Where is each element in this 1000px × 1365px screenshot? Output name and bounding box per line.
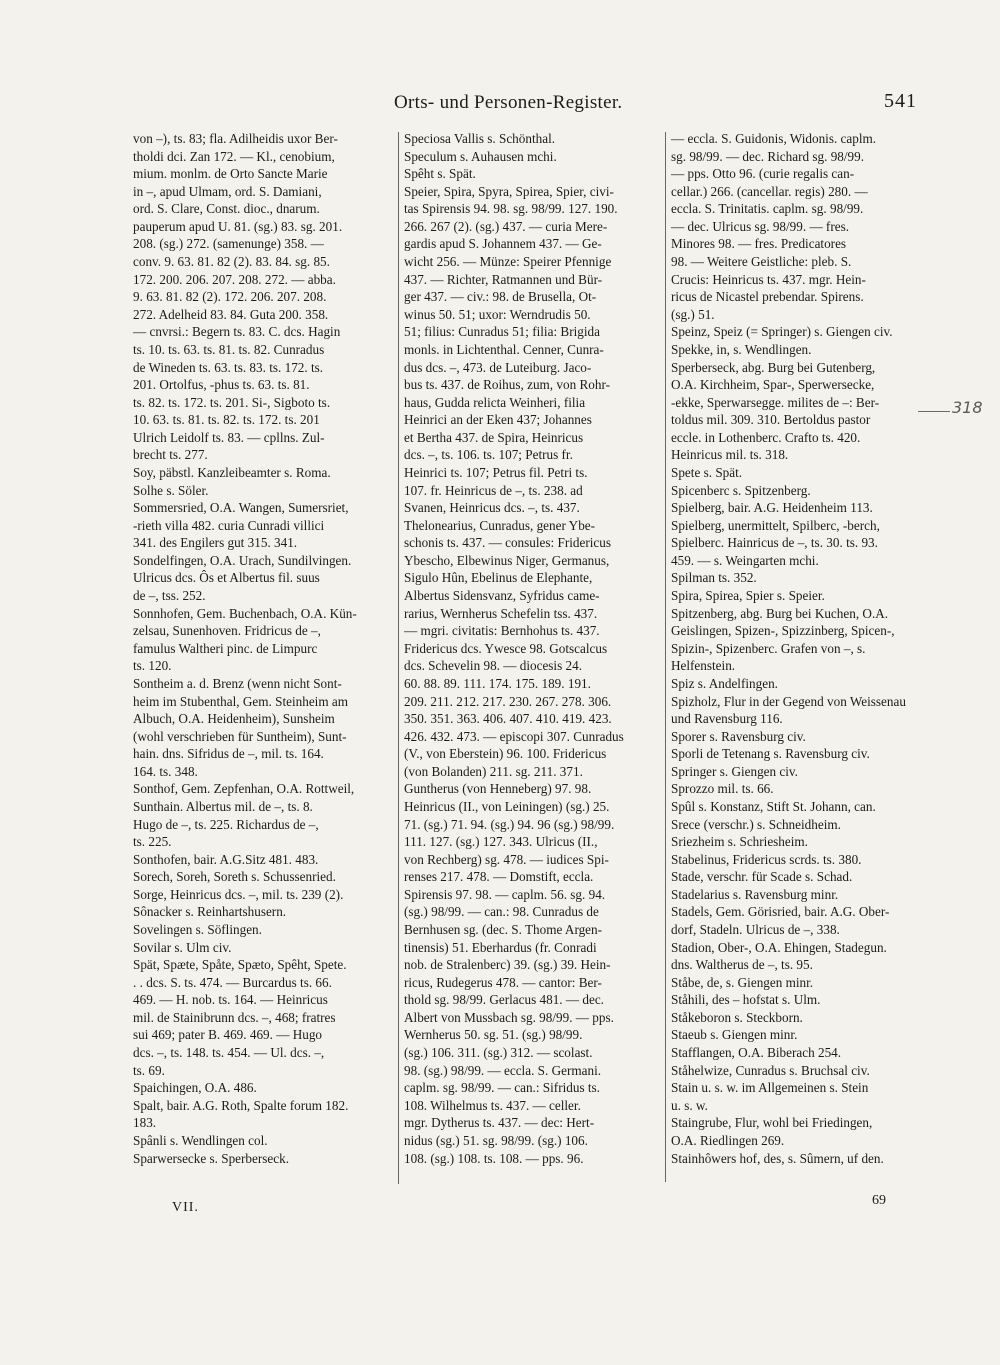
register-line: tholdi dci. Zan 172. — Kl., cenobium, [133,148,335,164]
register-line: Speinz, Speiz (= Springer) s. Giengen civ. [671,324,893,340]
register-line: Ulrich Leidolf ts. 83. — cpllns. Zul- [133,429,325,445]
register-line: O.A. Riedlingen 269. [671,1132,785,1148]
register-line: Svanen, Heinricus dcs. –, ts. 437. [404,500,580,516]
register-line: Sonthofen, bair. A.G.Sitz 481. 483. [133,851,319,867]
register-line: thold sg. 98/99. Gerlacus 481. — dec. [404,992,604,1008]
register-line: 10. 63. ts. 81. ts. 82. ts. 172. ts. 201 [133,412,320,428]
register-line: Sperberseck, abg. Burg bei Gutenberg, [671,359,876,375]
register-line: Sriezheim s. Schriesheim. [671,834,808,850]
register-line: — eccla. S. Guidonis, Widonis. caplm. [671,131,877,146]
register-line: Ståbe, de, s. Giengen minr. [671,974,814,990]
register-line: 208. (sg.) 272. (samenunge) 358. — [133,236,324,252]
register-line: — pps. Otto 96. (curie regalis can- [671,166,855,182]
register-line: ts. 120. [133,658,172,674]
register-line: famulus Waltheri pinc. de Limpurc [133,640,318,656]
register-line: gardis apud S. Johannem 437. — Ge- [404,236,602,252]
register-line: brecht ts. 277. [133,447,208,463]
register-line: Minores 98. — fres. Predicatores [671,236,847,252]
register-line: monls. in Lichtenthal. Cenner, Cunra- [404,341,604,357]
register-line: Sunthain. Albertus mil. de –, ts. 8. [133,798,313,814]
register-line: eccla. S. Trinitatis. caplm. sg. 98/99. [671,201,864,217]
column-middle [404,130,662,1167]
register-line: Spûl s. Konstanz, Stift St. Johann, can. [671,798,876,814]
register-line: 107. fr. Heinricus de –, ts. 238. ad [404,482,583,498]
register-line: Ståhili, des – hofstat s. Ulm. [671,992,821,1008]
register-line: dns. Waltherus de –, ts. 95. [671,957,813,973]
sheet-number: 69 [872,1193,886,1208]
register-line: Heinricus (II., von Leiningen) (sg.) 25. [404,798,610,814]
page-header-title: Orts- und Personen-Register. [394,92,623,113]
register-line: Sonnhofen, Gem. Buchenbach, O.A. Kün- [133,605,357,621]
register-line: Sovelingen s. Söflingen. [133,922,262,938]
register-line: 164. ts. 348. [133,763,198,779]
register-line: Spizholz, Flur in der Gegend von Weissenau [671,693,906,709]
register-line: sui 469; pater B. 469. 469. — Hugo [133,1027,323,1043]
register-line: Hugo de –, ts. 225. Richardus de –, [133,816,319,832]
register-line: Sigulo Hûn, Ebelinus de Elephante, [404,570,593,586]
register-line: Spitzenberg, abg. Burg bei Kuchen, O.A. [671,605,889,621]
register-line: . . dcs. S. ts. 474. — Burcardus ts. 66. [133,974,332,990]
register-line: rarius, Wernherus Schefelin tss. 437. [404,605,598,621]
register-line: 350. 351. 363. 406. 407. 410. 419. 423. [404,711,612,727]
register-line: Stadels, Gem. Görisried, bair. A.G. Ober- [671,904,890,920]
register-line: de Wineden ts. 63. ts. 83. ts. 172. ts. [133,359,324,375]
signature-mark: VII. [172,1200,199,1215]
register-line: mium. monlm. de Orto Sancte Marie [133,166,328,182]
register-line: Sovilar s. Ulm civ. [133,939,232,955]
register-line: bus ts. 437. de Roihus, zum, von Rohr- [404,377,610,393]
register-line: Ståhelwize, Cunradus s. Bruchsal civ. [671,1062,870,1078]
page-number: 541 [884,90,917,112]
register-line: Stadelarius s. Ravensburg minr. [671,886,839,902]
register-line: Guntherus (von Henneberg) 97. 98. [404,781,592,797]
register-line: — dec. Ulricus sg. 98/99. — fres. [671,218,849,234]
register-line: Solhe s. Söler. [133,482,209,498]
margin-annotation: 318 [952,398,983,417]
register-line: Albuch, O.A. Heidenheim), Sunsheim [133,711,335,727]
register-line: Staingrube, Flur, wohl bei Friedingen, [671,1115,873,1131]
register-line: Spete s. Spät. [671,464,743,480]
register-line: conv. 9. 63. 81. 82 (2). 83. 84. sg. 85. [133,254,330,270]
register-line: Sorge, Heinricus dcs. –, mil. ts. 239 (2). [133,886,344,902]
register-line: Spiz s. Andelfingen. [671,675,778,691]
register-line: 172. 200. 206. 207. 208. 272. — abba. [133,271,336,287]
register-line: (von Bolanden) 211. sg. 211. 371. [404,763,583,779]
register-line: Spânli s. Wendlingen col. [133,1132,268,1148]
register-line: Stain u. s. w. im Allgemeinen s. Stein [671,1080,869,1096]
register-line: tinensis) 51. Eberhardus (fr. Conradi [404,939,597,955]
register-line: Stainhôwers hof, des, s. Sûmern, uf den. [671,1150,884,1166]
register-line: Spira, Spirea, Spier s. Speier. [671,588,825,604]
register-line: schonis ts. 437. — consules: Fridericus [404,535,611,551]
register-line: 266. 267 (2). (sg.) 437. — curia Mere- [404,218,608,234]
register-line: nob. de Stralenberc) 39. (sg.) 39. Hein- [404,957,611,973]
register-line: mil. de Stainibrunn dcs. –, 468; fratres [133,1009,336,1025]
register-line: Sônacker s. Reinhartshusern. [133,904,287,920]
register-line: Albertus Sidensvanz, Syfridus came- [404,588,600,604]
register-line: ricus de Nicastel prebendar. Spirens. [671,289,864,305]
column-right [671,130,933,1167]
register-line: tas Spirensis 94. 98. sg. 98/99. 127. 190. [404,201,618,217]
register-line: 437. — Richter, Ratmannen und Bür- [404,271,603,287]
register-line: Ulricus dcs. Ôs et Albertus fil. suus [133,570,320,586]
register-line: Spielberg, unermittelt, Spilberc, -berch, [671,517,880,533]
register-line: Springer s. Giengen civ. [671,763,798,779]
register-line: Ybescho, Elbewinus Niger, Germanus, [404,552,610,568]
column-rule-left [398,132,399,1184]
register-line: -ekke, Sperwarsegge. milites de –: Ber- [671,394,880,410]
register-line: Helfenstein. [671,658,736,674]
register-line: 341. des Engilers gut 315. 341. [133,535,298,551]
register-line: ts. 82. ts. 172. ts. 201. Si-, Sigboto ts. [133,394,331,410]
register-line: toldus mil. 309. 310. Bertoldus pastor [671,412,871,428]
register-line: (sg.) 98/99. — can.: 98. Cunradus de [404,904,599,920]
register-line: -rieth villa 482. curia Cunradi villici [133,517,325,533]
register-line: Stabelinus, Fridericus scrds. ts. 380. [671,851,862,867]
register-line: Spaichingen, O.A. 486. [133,1080,257,1096]
register-line: 183. [133,1115,157,1131]
register-line: ts. 10. ts. 63. ts. 81. ts. 82. Cunradus [133,341,325,357]
register-line: ts. 69. [133,1062,165,1078]
register-line: Spêht s. Spät. [404,166,476,182]
register-line: haus, Gudda relicta Weinheri, filia [404,394,586,410]
column-rule-right [665,132,666,1182]
register-line: Sontheim a. d. Brenz (wenn nicht Sont- [133,675,342,691]
register-line: Staeub s. Giengen minr. [671,1027,798,1043]
register-line: Spielberg, bair. A.G. Heidenheim 113. [671,500,873,516]
register-line: dcs. –, ts. 148. ts. 454. — Ul. dcs. –, [133,1045,325,1061]
register-line: cellar.) 266. (cancellar. regis) 280. — [671,183,868,199]
register-line: pauperum apud U. 81. (sg.) 83. sg. 201. [133,218,343,234]
register-line: Sporer s. Ravensburg civ. [671,728,806,744]
register-line: Soy, päbstl. Kanzleibeamter s. Roma. [133,464,331,480]
register-line: Spirensis 97. 98. — caplm. 56. sg. 94. [404,886,606,902]
register-line: Fridericus dcs. Ywesce 98. Gotscalcus [404,640,608,656]
register-line: Heinrici ts. 107; Petrus fil. Petri ts. [404,464,588,480]
register-line: dcs. –, ts. 106. ts. 107; Petrus fr. [404,447,573,463]
register-line: Ståkeboron s. Steckborn. [671,1009,803,1025]
register-line: et Bertha 437. de Spira, Heinricus [404,429,584,445]
register-line: und Ravensburg 116. [671,711,783,727]
register-line: 9. 63. 81. 82 (2). 172. 206. 207. 208. [133,289,327,305]
register-line: 60. 88. 89. 111. 174. 175. 189. 191. [404,675,591,691]
register-line: Heinrici an der Eken 437; Johannes [404,412,592,428]
register-line: renses 217. 478. — Domstift, eccla. [404,869,594,885]
register-line: Speculum s. Auhausen mchi. [404,148,557,164]
register-line: 111. 127. (sg.) 127. 343. Ulricus (II., [404,834,598,850]
register-line: ord. S. Clare, Const. dioc., dnarum. [133,201,320,217]
register-line: — mgri. civitatis: Bernhohus ts. 437. [404,623,600,639]
column-left [133,130,395,1167]
register-line: Sorech, Soreh, Soreth s. Schussenried. [133,869,336,885]
register-line: eccle. in Lothenberc. Crafto ts. 420. [671,429,861,445]
register-line: in –, apud Ulmam, ord. S. Damiani, [133,183,322,199]
register-line: ger 437. — civ.: 98. de Brusella, Ot- [404,289,597,305]
register-line: Spekke, in, s. Wendlingen. [671,341,812,357]
register-line: 201. Ortolfus, -phus ts. 63. ts. 81. [133,377,310,393]
register-line: Stade, verschr. für Scade s. Schad. [671,869,853,885]
register-line: zelsau, Sunenhoven. Fridricus de –, [133,623,321,639]
register-line: (sg.) 51. [671,306,715,322]
register-line: Albert von Mussbach sg. 98/99. — pps. [404,1009,614,1025]
register-line: Spicenberc s. Spitzenberg. [671,482,811,498]
register-line: (sg.) 106. 311. (sg.) 312. — scolast. [404,1045,593,1061]
register-line: 71. (sg.) 71. 94. (sg.) 94. 96 (sg.) 98/99. [404,816,615,832]
register-line: Speier, Spira, Spyra, Spirea, Spier, civi- [404,183,614,199]
register-line: dcs. Schevelin 98. — diocesis 24. [404,658,583,674]
margin-annotation-stroke [918,411,950,412]
register-line: nidus (sg.) 51. sg. 98/99. (sg.) 106. [404,1132,588,1148]
register-line: Spizin-, Spizenberc. Grafen von –, s. [671,640,866,656]
register-line: hain. dns. Sifridus de –, mil. ts. 164. [133,746,324,762]
register-line: Stadion, Ober-, O.A. Ehingen, Stadegun. [671,939,887,955]
register-line: 272. Adelheid 83. 84. Guta 200. 358. [133,306,329,322]
register-line: caplm. sg. 98/99. — can.: Sifridus ts. [404,1080,600,1096]
register-line: (V., von Eberstein) 96. 100. Fridericus [404,746,607,762]
register-line: Wernherus 50. sg. 51. (sg.) 98/99. [404,1027,583,1043]
register-line: von Rechberg) sg. 478. — iudices Spi- [404,851,609,867]
register-line: Spielberc. Hainricus de –, ts. 30. ts. 93. [671,535,878,551]
register-line: dus dcs. –, 473. de Luteiburg. Jaco- [404,359,592,375]
register-line: dorf, Stadeln. Ulricus de –, 338. [671,922,840,938]
register-line: 469. — H. nob. ts. 164. — Heinricus [133,992,328,1008]
register-line: O.A. Kirchheim, Spar-, Sperwersecke, [671,377,875,393]
register-line: Heinricus mil. ts. 318. [671,447,789,463]
register-line: Spilman ts. 352. [671,570,757,586]
register-line: von –), ts. 83; fla. Adilheidis uxor Ber- [133,131,338,146]
register-line: Thelonearius, Cunradus, gener Ybe- [404,517,596,533]
register-line: mgr. Dytherus ts. 437. — dec: Hert- [404,1115,595,1131]
register-line: Speciosa Vallis s. Schönthal. [404,131,556,146]
register-line: Crucis: Heinricus ts. 437. mgr. Hein- [671,271,866,287]
register-line: Geislingen, Spizen-, Spizzinberg, Spicen-, [671,623,895,639]
register-line: 98. (sg.) 98/99. — eccla. S. Germani. [404,1062,602,1078]
register-line: 98. — Weitere Geistliche: pleb. S. [671,254,852,270]
register-line: Srece (verschr.) s. Schneidheim. [671,816,841,832]
register-line: Spalt, bair. A.G. Roth, Spalte forum 182. [133,1097,349,1113]
register-line: 459. — s. Weingarten mchi. [671,552,819,568]
register-line: winus 50. 51; uxor: Werndrudis 50. [404,306,591,322]
register-line: ricus, Rudegerus 478. — cantor: Ber- [404,974,602,990]
register-line: 51; filius: Cunradus 51; filia: Brigida [404,324,600,340]
register-line: u. s. w. [671,1097,708,1113]
register-line: Sparwersecke s. Sperberseck. [133,1150,289,1166]
register-line: (wohl verschrieben für Suntheim), Sunt- [133,728,347,744]
register-line: Sonthof, Gem. Zepfenhan, O.A. Rottweil, [133,781,355,797]
register-line: — cnvrsi.: Begern ts. 83. C. dcs. Hagin [133,324,341,340]
register-line: Sporli de Tetenang s. Ravensburg civ. [671,746,870,762]
register-line: de –, tss. 252. [133,588,206,604]
register-line: Stafflangen, O.A. Biberach 254. [671,1045,842,1061]
register-line: Sprozzo mil. ts. 66. [671,781,774,797]
register-line: 108. (sg.) 108. ts. 108. — pps. 96. [404,1150,584,1166]
register-line: 108. Wilhelmus ts. 437. — celler. [404,1097,581,1113]
register-line: sg. 98/99. — dec. Richard sg. 98/99. [671,148,865,164]
register-line: 426. 432. 473. — episcopi 307. Cunradus [404,728,624,744]
register-line: 209. 211. 212. 217. 230. 267. 278. 306. [404,693,612,709]
register-line: Bernhusen sg. (dec. S. Thome Argen- [404,922,603,938]
register-line: Spät, Spæte, Spåte, Spæto, Spêht, Spete. [133,957,347,973]
register-line: wicht 256. — Münze: Speirer Pfennige [404,254,612,270]
register-line: Sommersried, O.A. Wangen, Sumersriet, [133,500,349,516]
register-line: heim im Stubenthal, Gem. Steinheim am [133,693,348,709]
register-line: ts. 225. [133,834,172,850]
register-line: Sondelfingen, O.A. Urach, Sundilvingen. [133,552,352,568]
